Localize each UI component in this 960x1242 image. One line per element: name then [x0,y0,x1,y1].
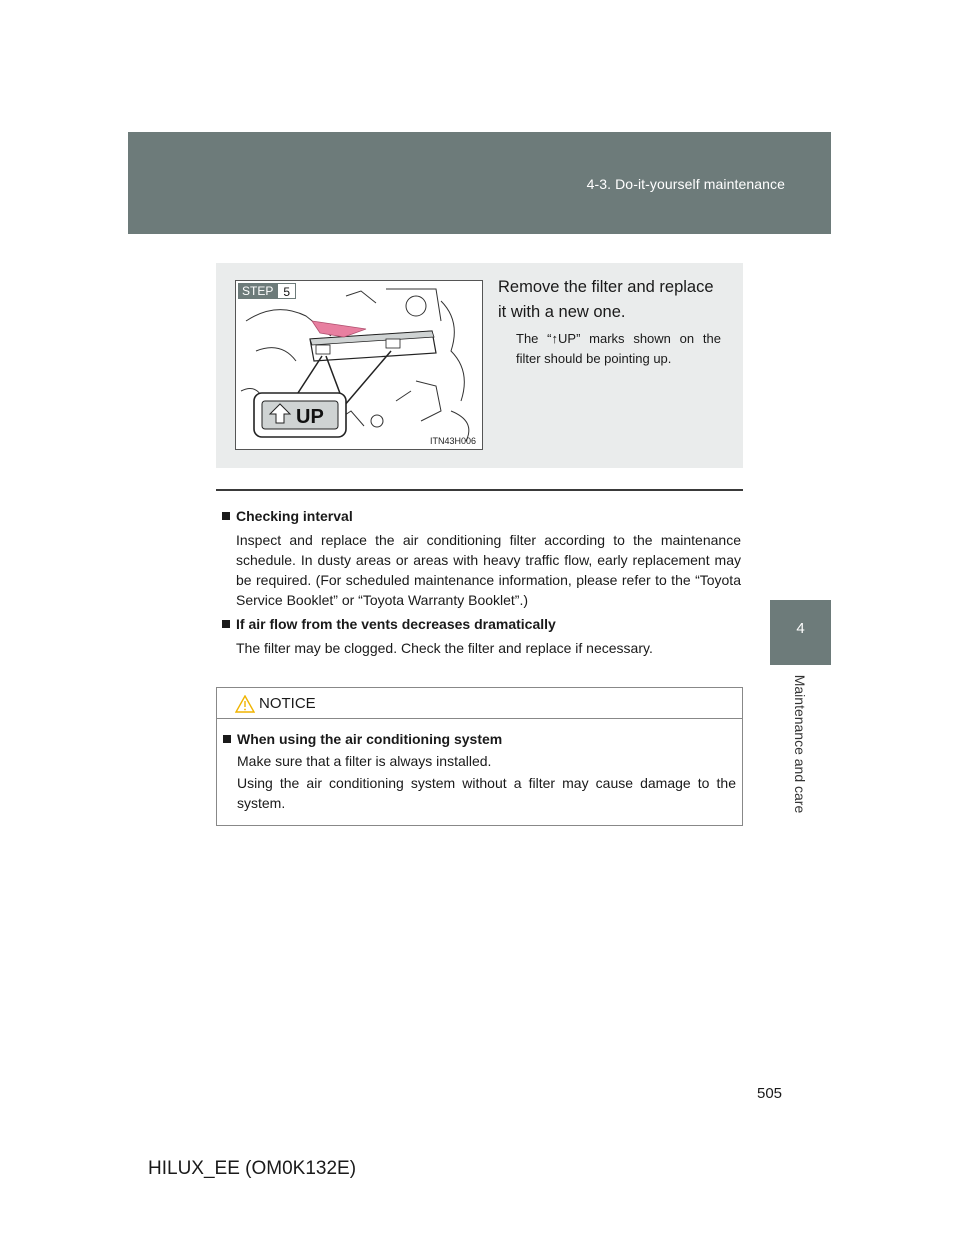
notice-title: NOTICE [259,695,316,712]
notice-line: Make sure that a filter is always installed. [237,753,492,769]
step-badge-number: 5 [277,283,296,299]
step-badge [238,283,296,299]
filter-drawing [236,281,482,449]
step-title: Remove the filter and replace it with a new one. [498,278,714,321]
footer-manual-code: HILUX_EE (OM0K132E) [148,1158,357,1179]
filter-illustration [235,280,483,450]
info-item [222,614,741,658]
item-text: The filter may be clogged. Check the filter and replace if necessary. [236,640,653,656]
info-items [222,506,741,662]
warning-triangle-icon [235,695,255,713]
step-note: The “↑UP” marks shown on the filter should be pointing up. [516,331,721,366]
notice-heading [223,729,736,749]
step-badge-label: STEP [238,283,277,299]
chapter-label-text: Maintenance and care [792,674,808,814]
notice-body [217,719,742,813]
notice-heading-text: When using the air conditioning system [237,731,503,747]
info-item [222,506,741,610]
step-box [216,263,743,468]
section-title: 4-3. Do-it-yourself maintenance [586,176,785,192]
page-number: 505 [757,1085,783,1102]
section-divider [216,489,743,491]
illustration-code: ITN43H006 [429,436,476,446]
header-band [128,132,831,234]
chapter-label [786,676,814,826]
square-bullet-icon [223,735,231,743]
square-bullet-icon [222,512,230,520]
chapter-number: 4 [796,620,805,637]
item-text: Inspect and replace the air conditioning filter according to the maintenance schedule. In dusty areas or areas with heavy traffic flow, early replacement may be required. (For scheduled maintenance information, please refer to the “Toyota Service Booklet” or “Toyota Warranty Booklet”.) [236,532,741,608]
item-heading [222,614,741,634]
chapter-tab [770,600,831,665]
item-heading [222,506,741,526]
notice-box [216,687,743,826]
notice-line: Using the air conditioning system without a filter may cause damage to the system. [237,775,736,811]
square-bullet-icon [222,620,230,628]
item-heading-text: If air flow from the vents decreases dramatically [236,616,556,632]
item-heading-text: Checking interval [236,508,353,524]
callout-up-label: UP [296,406,324,428]
notice-header [217,688,742,719]
